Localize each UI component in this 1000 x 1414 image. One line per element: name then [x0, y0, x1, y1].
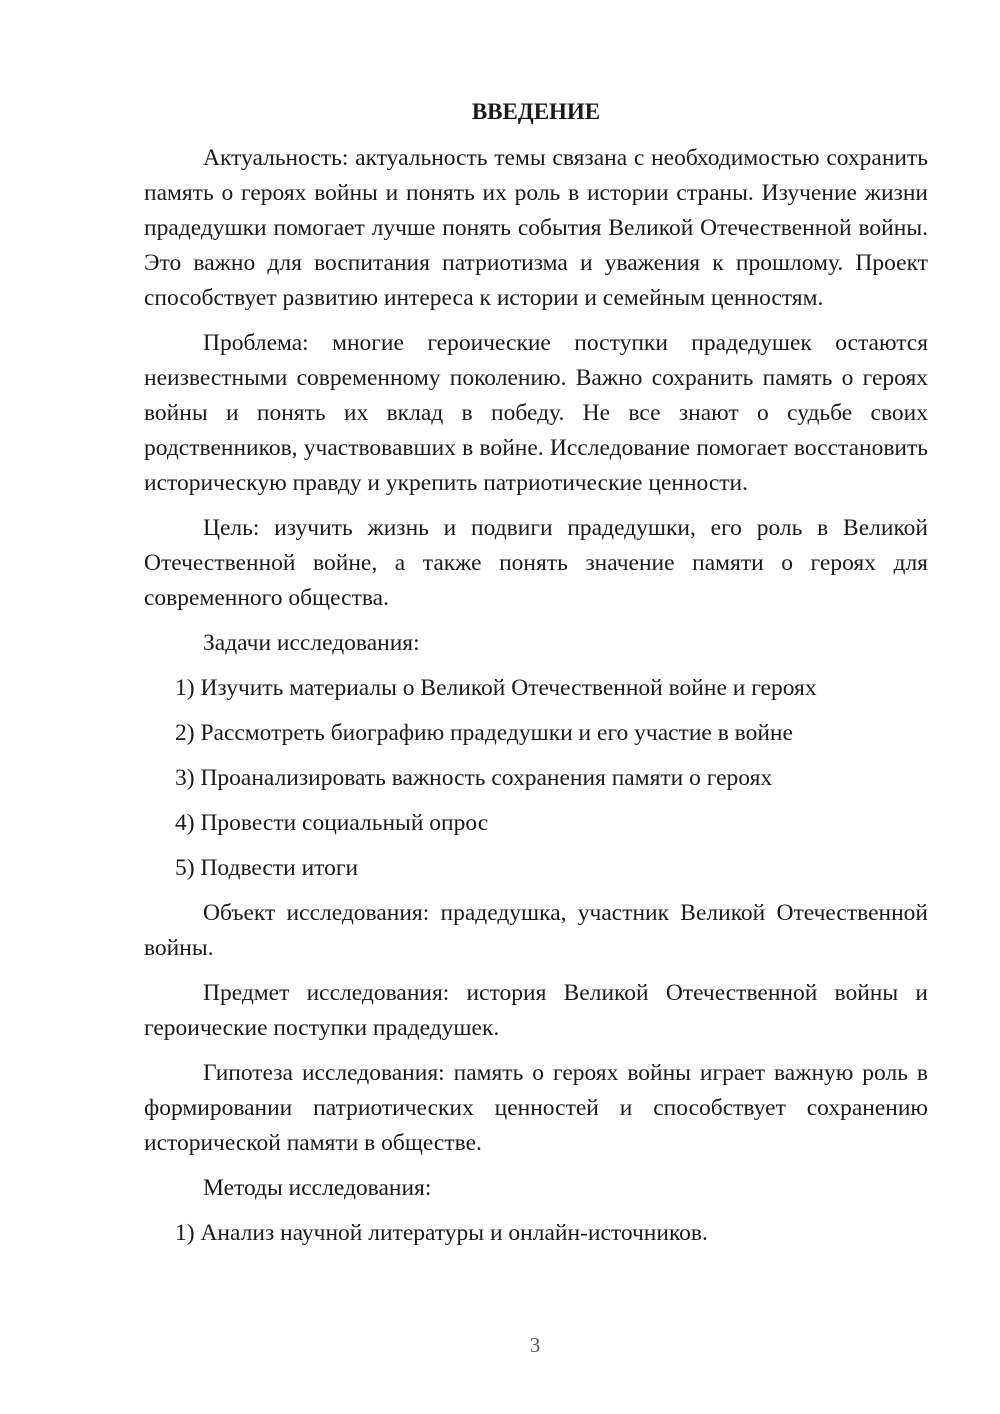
tasks-label: Задачи исследования: [203, 630, 420, 656]
document-body [144, 94, 928, 1261]
list-item: 1) Изучить материалы о Великой Отечественной войне и героях [175, 675, 817, 701]
tasks-list [144, 671, 928, 886]
list-item: 1) Анализ научной литературы и онлайн-источников. [175, 1220, 708, 1246]
paragraph-goal: Цель: изучить жизнь и подвиги прадедушки, его роль в Великой Отечественной войне, а также понять значение памяти о героях для современного общества. [144, 515, 928, 611]
methods-label: Методы исследования: [203, 1175, 432, 1201]
list-item: 3) Проанализировать важность сохранения памяти о героях [175, 765, 773, 791]
list-item: 2) Рассмотреть биографию прадедушки и его участие в войне [175, 720, 793, 746]
list-item: 4) Провести социальный опрос [175, 810, 489, 836]
page-number: 3 [529, 1333, 541, 1357]
paragraph-subject: Предмет исследования: история Великой Отечественной войны и героические поступки прадедушек. [144, 980, 928, 1041]
paragraph-relevance: Актуальность: актуальность темы связана с необходимостью сохранить память о героях войны и понять их роль в истории страны. Изучение жизни прадедушки помогает лучше понять события Великой Отечественной войны. Это важно для воспитания патриотизма и уважения к прошлому. Проект способствует развитию интереса к истории и семейным ценностям. [144, 145, 928, 311]
section-heading: ВВЕДЕНИЕ [471, 99, 601, 124]
paragraph-problem: Проблема: многие героические поступки прадедушек остаются неизвестными современному поколению. Важно сохранить память о героях войны и понять их вклад в победу. Не все знают о судьбе своих родственников, участвовавших в войне. Исследование помогает восстановить историческую правду и укрепить патриотические ценности. [144, 330, 928, 496]
paragraph-object: Объект исследования: прадедушка, участник Великой Отечественной войны. [144, 900, 928, 961]
methods-list [144, 1216, 928, 1251]
list-item: 5) Подвести итоги [175, 855, 359, 881]
paragraph-hypothesis: Гипотеза исследования: память о героях войны играет важную роль в формировании патриотических ценностей и способствует сохранению исторической памяти в обществе. [144, 1060, 928, 1156]
